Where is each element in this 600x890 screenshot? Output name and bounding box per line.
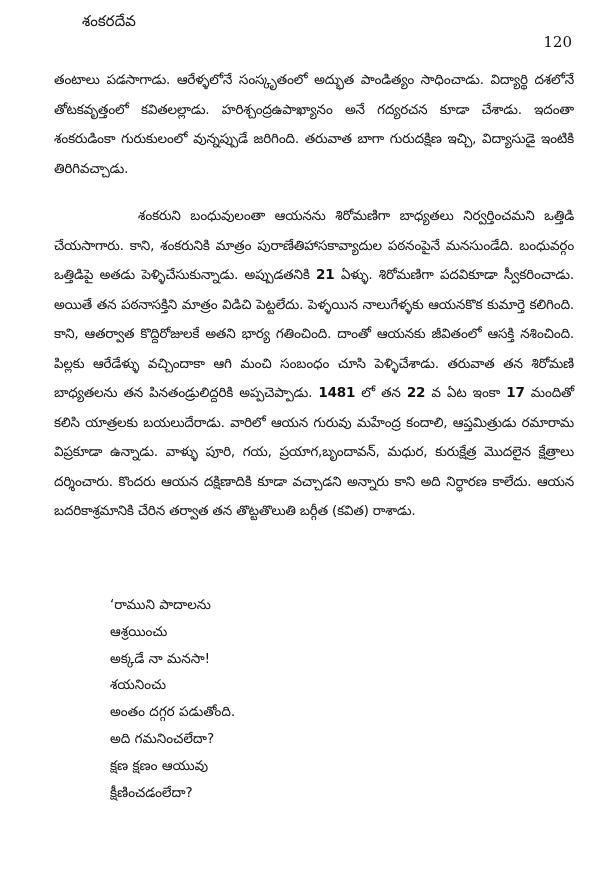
paragraph-2-text-e: మందితో కలిసి యాత్రలకు బయలుదేరాడు. వారిలో ఆయన గురువు మహేంద్ర కందాలి, ఆప్తమిత్రుడు రమారామ విప్రకూడా ఉన్నాడు. వాళ్ళు పూరి, గయ, ప్రయాగ,బృందావన్, మధుర, కురుక్షేత్ర మొదలైన క్షేత్రాలు దర్శించారు. కొందరు ఆయన దక్షిణాదికి కూడా వచ్చాడని అన్నారు కాని అది నిర్ధారణ కాలేదు. ఆయన బదరికాశ్రమానికి చేరిన తర్వాత తన తొట్టతొలుతి బర్గీత (కవిత) రాశాడు. bbox=[54, 385, 575, 519]
age-at-marriage: 21 bbox=[316, 267, 335, 283]
poem-line: క్షణ క్షణం ఆయువు bbox=[110, 757, 209, 774]
page-number: 120 bbox=[543, 33, 572, 51]
poem-line: ఆశ్రయించు bbox=[110, 623, 168, 640]
age-at-pilgrimage: 22 bbox=[406, 385, 426, 401]
poem bbox=[110, 592, 235, 806]
poem-line: శయనించు bbox=[110, 677, 167, 694]
paragraph-2 bbox=[54, 202, 574, 527]
poem-line: అక్కడే నా మనసా! bbox=[110, 650, 211, 667]
pilgrimage-year: 1481 bbox=[318, 385, 356, 401]
poem-line: క్షీణించడంలేదా? bbox=[110, 784, 193, 801]
running-head: శంకరదేవ bbox=[82, 12, 136, 30]
companions-count: 17 bbox=[506, 385, 525, 401]
poem-line: ‘రాముని పాదాలను bbox=[110, 597, 211, 613]
poem-line: అది గమనించలేదా? bbox=[110, 730, 215, 747]
paragraph-1: తంటాలు పడసాగాడు. ఆరేళ్ళలోనే సంస్కృతంలో అద్భుత పాండిత్యం సాధించాడు. విద్యార్థి దశలోనే తోటకవృత్తంలో కవితలల్లాడు. హరిశ్చంద్రఉపాఖ్యానం అనే గద్యరచన కూడా చేశాడు. ఇదంతా శంకరుడింకా గురుకులంలో వున్నప్పుడే జరిగింది. తరువాత బాగా గురుదక్షిణ ఇచ్చి, విద్యాసుడై ఇంటికి తిరిగివచ్చాడు. bbox=[54, 72, 574, 177]
paragraph-2-text-c: లో తన bbox=[355, 385, 407, 401]
poem-line: అంతం దగ్గర పడుతోంది. bbox=[110, 704, 236, 721]
paragraph-2-text-d: వ ఏట ఇంకా bbox=[425, 385, 507, 401]
body-text bbox=[54, 66, 574, 527]
paragraph-2-text-b: ఏళ్ళు. శిరోమణిగా పదవికూడా స్వీకరించాడు. అయితే తన పఠనాసక్తిని మాత్రం విడిచి పెట్టలేదు. పెళ్ళయిన నాలుగేళ్ళకు ఆయనకొక కుమార్తె కలిగింది. కాని, ఆతర్వాత కొద్దిరోజులకే అతని భార్య గతించింది. దాంతో ఆయనకు జీవితంలో ఆసక్తి నశించింది. పిల్లకు ఆరేడేళ్ళు వచ్చిందాకా ఆగి మంచి సంబంధం చూసి పెళ్ళిచేశాడు. తరువాత తన శిరోమణి బాధ్యతలను తన పినతండ్రులిద్దరికి అప్పచెప్పాడు. bbox=[54, 267, 574, 401]
page-header bbox=[82, 10, 572, 51]
paragraph-2-text-a: శంకరుని బంధువులంతా ఆయనను శిరోమణిగా బాధ్యతలు నిర్వర్తించమని ఒత్తిడి చేయసాగారు. కాని, శంకరునికి మాత్రం పురాణేతిహాసకావ్యాదుల పఠనంపైనే మనసుండేది. బంధువర్గం ఒత్తిడిపై అతడు పెళ్ళిచేసుకున్నాడు. అప్పుడతనికి bbox=[54, 208, 574, 283]
